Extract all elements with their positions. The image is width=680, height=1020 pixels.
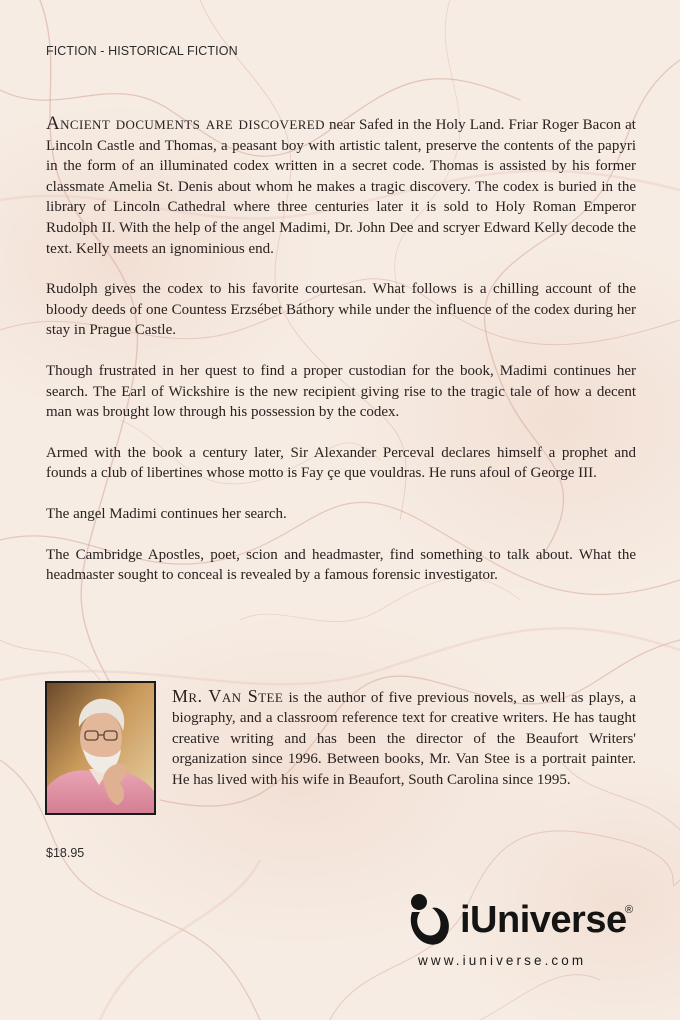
publisher-logo <box>406 892 640 948</box>
blurb-paragraph-1-text: near Safed in the Holy Land. Friar Roger Bacon at Lincoln Castle and Thomas, a peasant boy with artistic talent, preserve the contents of the papyri in the form of an illuminated codex written in a secret code. Thomas is assisted by his former classmate Amelia St. Denis about whom he makes a tragic discovery. The codex is buried in the library of Lincoln Cathedral where three centuries later it is sold to Holy Roman Emperor Rudolph II. With the help of the angel Madimi, Dr. John Dee and scryer Edward Kelly decode the text. Kelly meets an ignominious end. <box>46 117 636 257</box>
blurb-paragraph-3: Though frustrated in her quest to find a proper custodian for the book, Madimi continues her search. The Earl of Wickshire is the new recipient giving rise to the tragic tale of how a decent man was brought low through his possession by the codex. <box>46 362 636 421</box>
price-label: $18.95 <box>46 846 85 860</box>
author-portrait-image <box>47 683 154 813</box>
author-name: Mr. Van Stee <box>172 686 284 706</box>
blurb-paragraph-5: The angel Madimi continues her search. <box>46 505 287 522</box>
blurb-paragraph-4: Armed with the book a century later, Sir Alexander Perceval declares himself a prophet and founds a club of libertines whose motto is Fay çe que vouldras. He runs afoul of George III. <box>46 444 636 482</box>
blurb-paragraph-6: The Cambridge Apostles, poet, scion and headmaster, find something to talk about. What the headmaster sought to conceal is revealed by a famous forensic investigator. <box>46 546 636 584</box>
book-description <box>46 114 636 606</box>
blurb-lead-in: Ancient documents are discovered <box>46 113 325 134</box>
blurb-paragraph-1 <box>46 114 636 259</box>
genre-label: FICTION - HISTORICAL FICTION <box>46 44 238 58</box>
publisher-website[interactable]: www.iuniverse.com <box>418 953 587 968</box>
registered-mark: ® <box>625 904 634 916</box>
author-bio <box>172 686 636 790</box>
publisher-name: iUniverse <box>460 899 627 941</box>
iuniverse-swirl-icon <box>406 892 454 948</box>
blurb-paragraph-2: Rudolph gives the codex to his favorite courtesan. What follows is a chilling account of the bloody deeds of one Countess Erzsébet Báthory while under the influence of the codex during her stay in Prague Castle. <box>46 281 636 339</box>
author-bio-text: is the author of five previous novels, as well as plays, a biography, and a classroom reference text for creative writers. He has taught creative writing and has been the director of the Beaufort Writers' organization since 1996. Between books, Mr. Van Stee is a portrait painter. He has lived with his wife in Beaufort, South Carolina since 1995. <box>172 690 636 788</box>
author-photo <box>45 681 156 815</box>
